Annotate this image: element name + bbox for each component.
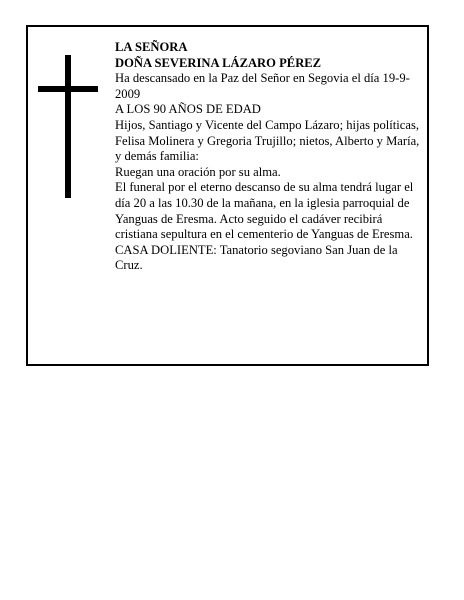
family-list: Hijos, Santiago y Vicente del Campo Lázaro; hijas políticas, Felisa Molinera y Gregoria Trujillo; nietos, Alberto y María, y demás familia: [115, 117, 420, 164]
prayer-request: Ruegan una oración por su alma. [115, 164, 281, 179]
cross-icon [38, 55, 98, 198]
age-line: A LOS 90 AÑOS DE EDAD [115, 102, 261, 117]
obituary-notice [26, 25, 429, 366]
notice-text [115, 40, 421, 274]
cross-horizontal-bar [38, 86, 98, 92]
cross-vertical-bar [65, 55, 71, 198]
death-announcement: Ha descansado en la Paz del Señor en Segovia el día 19-9-2009 [115, 71, 410, 101]
notice-heading: LA SEÑORA [115, 40, 188, 54]
funeral-details: El funeral por el eterno descanso de su alma tendrá lugar el día 20 a las 10.30 de la mañana, en la iglesia parroquial de Yanguas de Eresma. Acto seguido el cadáver recibirá cristiana sepultura en el cementerio de Yanguas de Eresma. [115, 180, 414, 242]
grieving-house: CASA DOLIENTE: Tanatorio segoviano San Juan de la Cruz. [115, 242, 398, 273]
deceased-name: DOÑA SEVERINA LÁZARO PÉREZ [115, 55, 322, 70]
